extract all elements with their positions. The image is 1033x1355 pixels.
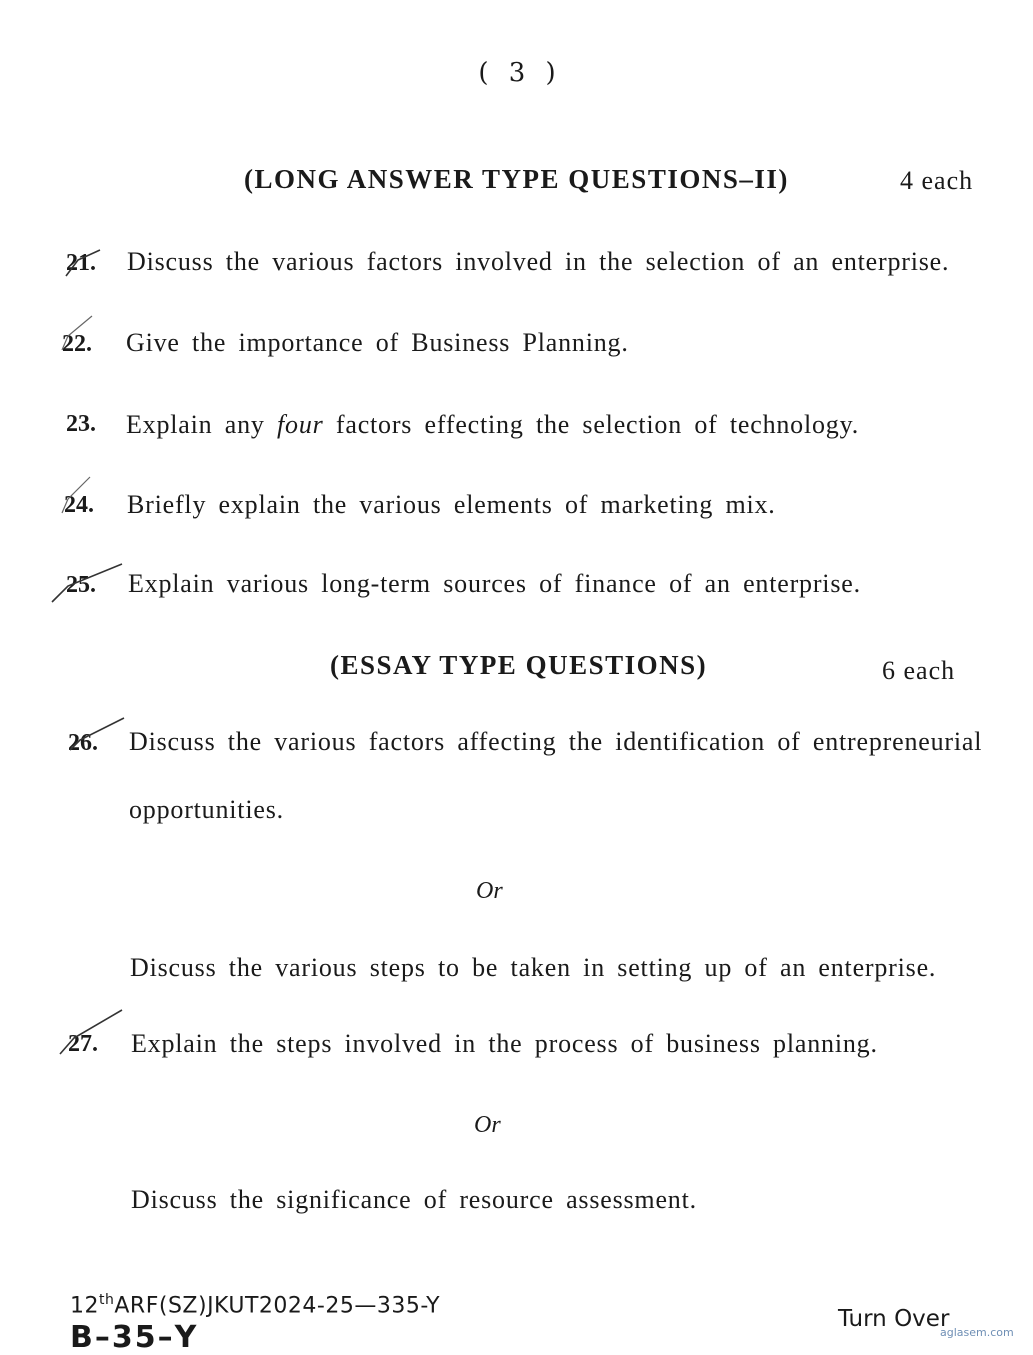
paper-code-rest: ARF(SZ)JKUT2024-25—335-Y bbox=[114, 1293, 441, 1319]
paper-code bbox=[70, 1292, 440, 1318]
question-number-23: 23. bbox=[66, 411, 96, 437]
handwritten-tick-mark-icon bbox=[58, 475, 98, 517]
question-number-27: 27. bbox=[68, 1031, 98, 1057]
question-number-22: 22. bbox=[62, 331, 92, 357]
handwritten-tick-mark-icon bbox=[66, 716, 128, 756]
paper-code-prefix: 12 bbox=[70, 1293, 99, 1319]
handwritten-tick-mark-icon bbox=[58, 314, 98, 354]
question-number-24: 24. bbox=[64, 492, 94, 518]
question-text-25: Explain various long-term sources of finance of an enterprise. bbox=[128, 569, 861, 598]
handwritten-tick-mark-icon bbox=[60, 246, 106, 280]
section-title-long-answer: (LONG ANSWER TYPE QUESTIONS–II) bbox=[244, 164, 789, 194]
paper-code-superscript: th bbox=[99, 1292, 115, 1308]
turn-over-note: Turn Over bbox=[838, 1306, 950, 1332]
section-title-essay: (ESSAY TYPE QUESTIONS) bbox=[330, 650, 708, 680]
question-text-27-alternative: Discuss the significance of resource assessment. bbox=[131, 1185, 697, 1214]
question-number-26: 26. bbox=[68, 730, 98, 756]
question-text-27: Explain the steps involved in the process of business planning. bbox=[131, 1029, 878, 1058]
section-marks-essay: 6 each bbox=[882, 656, 956, 685]
question-text-22: Give the importance of Business Planning. bbox=[126, 328, 629, 357]
or-separator-26: Or bbox=[476, 878, 503, 904]
question-number-25: 25. bbox=[66, 572, 96, 598]
question-text-23-part-a: Explain any bbox=[126, 410, 265, 439]
watermark: aglasem.com bbox=[940, 1326, 1014, 1339]
question-text-26-line-1: Discuss the various factors affecting the identification of entrepreneurial bbox=[129, 727, 983, 756]
question-text-23 bbox=[126, 410, 859, 440]
question-number-21: 21. bbox=[66, 250, 96, 276]
set-code: B–35–Y bbox=[70, 1320, 199, 1355]
or-separator-27: Or bbox=[474, 1112, 501, 1138]
question-text-26-alternative: Discuss the various steps to be taken in setting up of an enterprise. bbox=[130, 953, 937, 982]
handwritten-tick-mark-icon bbox=[46, 560, 126, 606]
question-text-24: Briefly explain the various elements of marketing mix. bbox=[127, 490, 776, 519]
question-text-21: Discuss the various factors involved in the selection of an enterprise. bbox=[127, 247, 950, 276]
question-text-23-emphasis: four bbox=[277, 410, 324, 439]
question-text-26-line-2: opportunities. bbox=[129, 795, 284, 824]
question-text-23-part-c: factors effecting the selection of technology. bbox=[335, 410, 860, 439]
page-number: ( 3 ) bbox=[478, 58, 562, 88]
handwritten-tick-mark-icon bbox=[56, 1008, 126, 1058]
section-marks-long-answer: 4 each bbox=[900, 166, 974, 195]
